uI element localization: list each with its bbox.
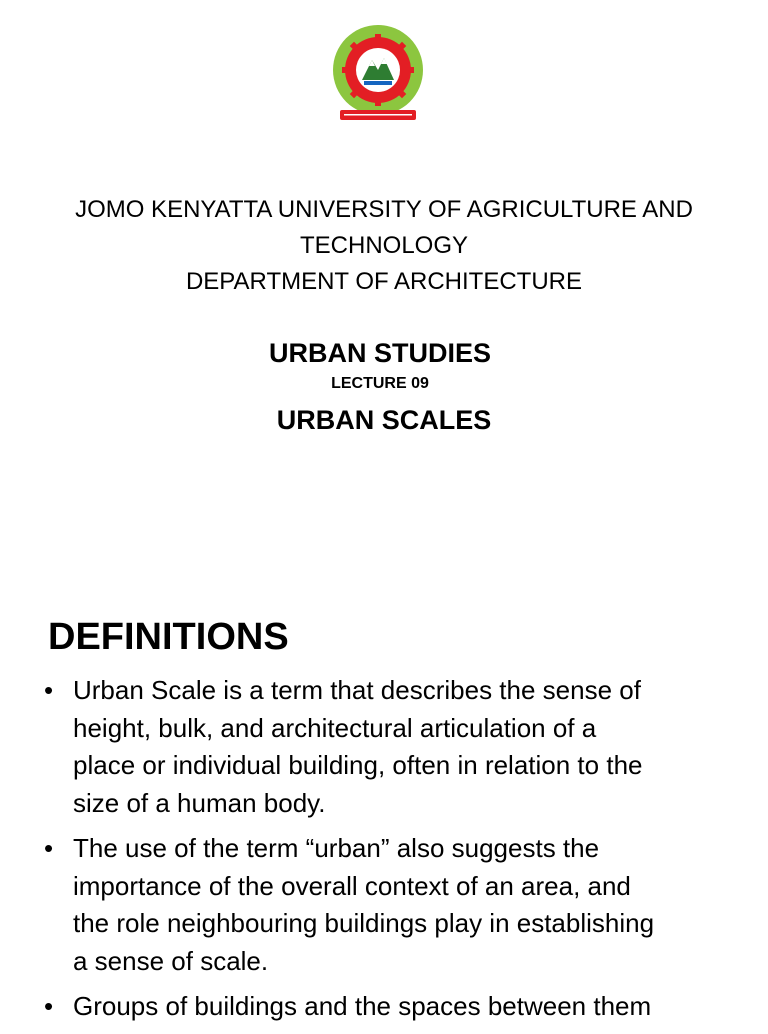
topic-title: URBAN SCALES <box>276 405 492 435</box>
definitions-slide <box>0 576 768 1024</box>
bullet-text: The use of the term “urban” also suggests the importance of the overall context of an area, and the role neighbouring buildings play in establishing a sense of scale. <box>73 833 655 976</box>
course-title: URBAN STUDIES <box>268 338 491 368</box>
bullet-text: Groups of buildings and the spaces between them <box>73 991 652 1021</box>
bullet-text: Urban Scale is a term that describes the sense of height, bulk, and architectural articulation of a place or individual building, often in relation to the size of a human body. <box>73 675 643 818</box>
department-name: DEPARTMENT OF ARCHITECTURE <box>185 268 583 295</box>
bullet-icon: • <box>44 833 54 863</box>
university-logo <box>326 24 430 124</box>
bullet-item <box>44 672 744 822</box>
slide-heading: DEFINITIONS <box>48 616 289 658</box>
bullet-icon: • <box>44 991 54 1021</box>
university-name-line: TECHNOLOGY <box>299 232 469 259</box>
bullet-item <box>44 830 744 980</box>
bullet-item <box>44 988 744 1026</box>
bullet-list <box>44 672 744 1034</box>
bullet-icon: • <box>44 675 54 705</box>
university-name-line: JOMO KENYATTA UNIVERSITY OF AGRICULTURE AND <box>75 196 693 223</box>
university-name-block <box>0 192 768 300</box>
logo-water <box>364 81 392 85</box>
lecture-label: LECTURE 09 <box>331 375 429 392</box>
